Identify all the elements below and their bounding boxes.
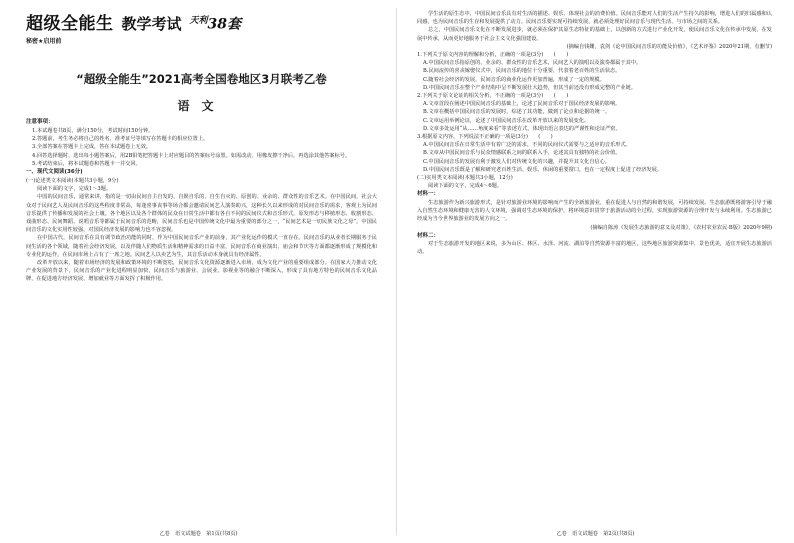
question-block: [417, 51, 772, 92]
option: D.中国民间音乐在整个产业结构中呈不断发展壮大趋势，但其当前还没有形成完整的产业链。: [423, 84, 637, 91]
question-stem: 2.下列关于原文论证的相关分析，不正确的一项是(3分) ( ): [417, 93, 569, 100]
instruction: 阅读下面的文字，完成4～6题。: [428, 183, 503, 190]
passage-paragraph: 中国的民间音乐，通常来讲，指的是一切由民间自主自发的、自娱自乐的、自生自灭的、原创的、业余的、群众性的音乐艺术。在中国民间，社会大众对于民间艺人及民间音乐的这些程度非常高，每逢喜事丧事等场合都会邀请民间艺人演奏助兴，这种长久以来形成的对民间音乐的需求，客观上为民间音乐提供了传播和发展的社会土壤。各个地区以及各个群体的民众在日常生活中都有各自不同的民间仪式和音乐形式。原发形态与移植形态、收割形态、戏曲形态、民间舞蹈、说唱音乐等都属于民间音乐的范畴，民间音乐也是中国传统文化中最为重要的部分之一，“民间艺术是一切民族文化之母”。中国民间音乐的文化实用性较强，对国民经济发展的影响力也不容忽视。: [26, 194, 377, 234]
note-item: 1.本试题卷共8页，满分150分，考试时间150分钟。: [32, 128, 154, 134]
passage-paragraph: 总之，中国民间音乐文化在不断发展进步，就必须在保护其原生态特征的基础上，以创新的方式进行产业化开发，使民间音乐文化在传承中发展，在发展中传承，从而更好地服务于社会主义文化强国建设。: [417, 27, 772, 42]
option: D.中国民间音乐既是了解和研究老百姓生活、娱乐、休闲的重要窗口，也在一定程度上促进了经济发展。: [423, 166, 663, 173]
material-heading: 材料二：: [417, 232, 440, 239]
citation: (摘编自陈涛《发展生态旅游的意义及对策》，《农村农业农民·B版》2020年9期): [590, 224, 772, 231]
notes-heading: 注意事项：: [26, 119, 54, 125]
citation: (摘编自钱姗，袁剑《论中国民间音乐的功能及价值》，《艺术评鉴》2020年21期，有删节): [566, 43, 772, 50]
material-paragraph: 对于生态旅游开发的地区来说，多为山区、林区、水泽、河流、湖泊等自然资源丰富的地区，这些地区旅游资源集中，景色优美，适宜开展生态旅游活动。: [417, 241, 772, 256]
question-block: [417, 133, 772, 174]
subject-title: 语文: [177, 99, 226, 113]
option: B.民间流传的喜丧嫁娶仪式中，民间音乐的地位十分重要，代表着老百姓的生活状态。: [423, 68, 621, 75]
page-right: [397, 0, 794, 543]
page-footer: 乙卷 语文试题卷 第1页(共8页): [159, 531, 238, 537]
question-stem: 3.根据原文内容，下列说法不正确的一项是(3分) ( ): [417, 134, 553, 141]
subsection-heading: (二)实用类文本阅读(本题共3小题，12分): [417, 175, 513, 182]
note-item: 3.全部答案在答题卡上完成，答在本试题卷上无效。: [32, 144, 152, 151]
passage-paragraph: 改革开放以来，随着市场经济的发展和政策环境的不断宽松，民间音乐文化资源逐渐进入市场，成为文化产业的重要组成部分。在国家大力推动文化产业发展的背景下，民间音乐的产业化进程明显加快，民间音乐与旅游业、会展业、影视业等的融合不断深入，形成了具有地方特色的民间音乐文化品牌，在促进地方经济发展、增加就业等方面发挥了积极作用。: [26, 260, 377, 283]
passage-paragraph: 在中国古代，民间音乐在具有调节政治功能的同时，作为中国民间音乐产业的前身，其产业化运作的模式一直存在。民间音乐的从业者长期服务于民间生活的各个领域，随着社会经济发展，以及伴随人们物质生活和精神需求的日益丰富，民间音乐在商业演出、庙会和节庆等方面都逐渐形成了规模化和专业化的运作，在民间市场上占有了一席之地。民间艺人以卖艺为生，其音乐活动本身就具有经济属性。: [26, 235, 377, 258]
note-item: 4.回答选择题时，选出每小题答案后，用2B铅笔把答题卡上对应题目的答案标号涂黑。如需改动，用橡皮擦干净后，再选涂其他答案标号。: [32, 152, 351, 159]
passage-paragraph: 学生活的原生态中，中国民间音乐具有对生活的描述、娱乐、体现社会的消费价值。民间音乐能对人们的生活产生持久的影响，增进人们的归属感和认同感，也为民间音乐的生存和发展提供了动力。民间音乐要实现可持续发展，就必须处理好民间音乐与现代生活、与市场之间的关系。: [417, 11, 772, 26]
option: D.文章多处运用“从……角度来看”等表述方式，体现出语言表达的严谨性和论证严密。: [423, 125, 621, 132]
option: C.中国民间音乐的发展有利于激发人们对传统文化的兴趣，并提升其文化自信心。: [423, 158, 610, 165]
section-heading: 一、现代文阅读(36分): [26, 169, 83, 176]
option: A.中国民间音乐指原创的、业余的、群众性的音乐艺术，民间艺人的演唱以及演奏都属于其中。: [423, 60, 642, 67]
option: B.文章在概括中国民间音乐的发展时，综述了其功能，做到了论点和论据的统一。: [423, 109, 611, 116]
option: A.中国民间音乐在日常生活中有着广泛的需求，不同的民间仪式需要与之适应的音乐形式。: [423, 142, 631, 149]
exam-title: “超级全能生”2021高考全国卷地区3月联考乙卷: [76, 72, 327, 86]
notes-list: [26, 127, 377, 168]
note-item: 2.答题前，考生务必将自己的姓名、准考证号等填写在答题卡的相应位置上。: [32, 136, 209, 143]
brand-main: 超级全能生: [26, 14, 114, 34]
material-heading: 材料一：: [417, 191, 440, 198]
question-block: [417, 92, 772, 133]
instruction: 阅读下面的文字，完成1～3题。: [37, 186, 112, 193]
option: C.文章运用举例论证，论述了中国民间音乐在改革开放以来的发展变化。: [423, 117, 590, 124]
option: C.随着社会经济的发展，民间音乐的商业化运作更加普遍，形成了一定的规模。: [423, 76, 605, 83]
option: A.文章首段在阐述中国民间音乐的基础上，论述了民间音乐对于国民经济发展的影响。: [423, 101, 621, 108]
material-paragraph: 生态旅游作为新兴旅游形式，是针对旅游业环境的影响而产生的全新旅游业，重在促进人与自然的和谐发展，可持续发展。生态旅游既将游客引导于融入自然生态环境和健康无害的人文环境，强调对生态环境的保护，将环境意识贯穿于旅游活动的全过程，实现旅游资源的合理开发与永续利用。生态旅游已经成为当今世界旅游业的发展方向之一。: [417, 199, 772, 223]
secret-label: 秘密★启用前: [26, 38, 62, 45]
brand-header: [26, 10, 377, 34]
note-item: 5.考试结束后，将本试题卷和答题卡一并交回。: [32, 160, 141, 167]
question-stem: 1.下列关于原文内容的理解和分析，正确的一项是(3分) ( ): [417, 52, 569, 59]
brand-test: 教学考试: [121, 15, 182, 33]
option: B.文章从中国民间音乐与民众情感联系之间的联系入手，论述其具有独特的社会价值。: [423, 150, 621, 157]
subsection-heading: (一)论述类文本阅读(本题共3小题，9分): [26, 178, 119, 185]
brand-edition: $^{天利}$38套: [189, 16, 242, 33]
page-footer: 乙卷 语文试题卷 第2页(共8页): [556, 531, 635, 537]
